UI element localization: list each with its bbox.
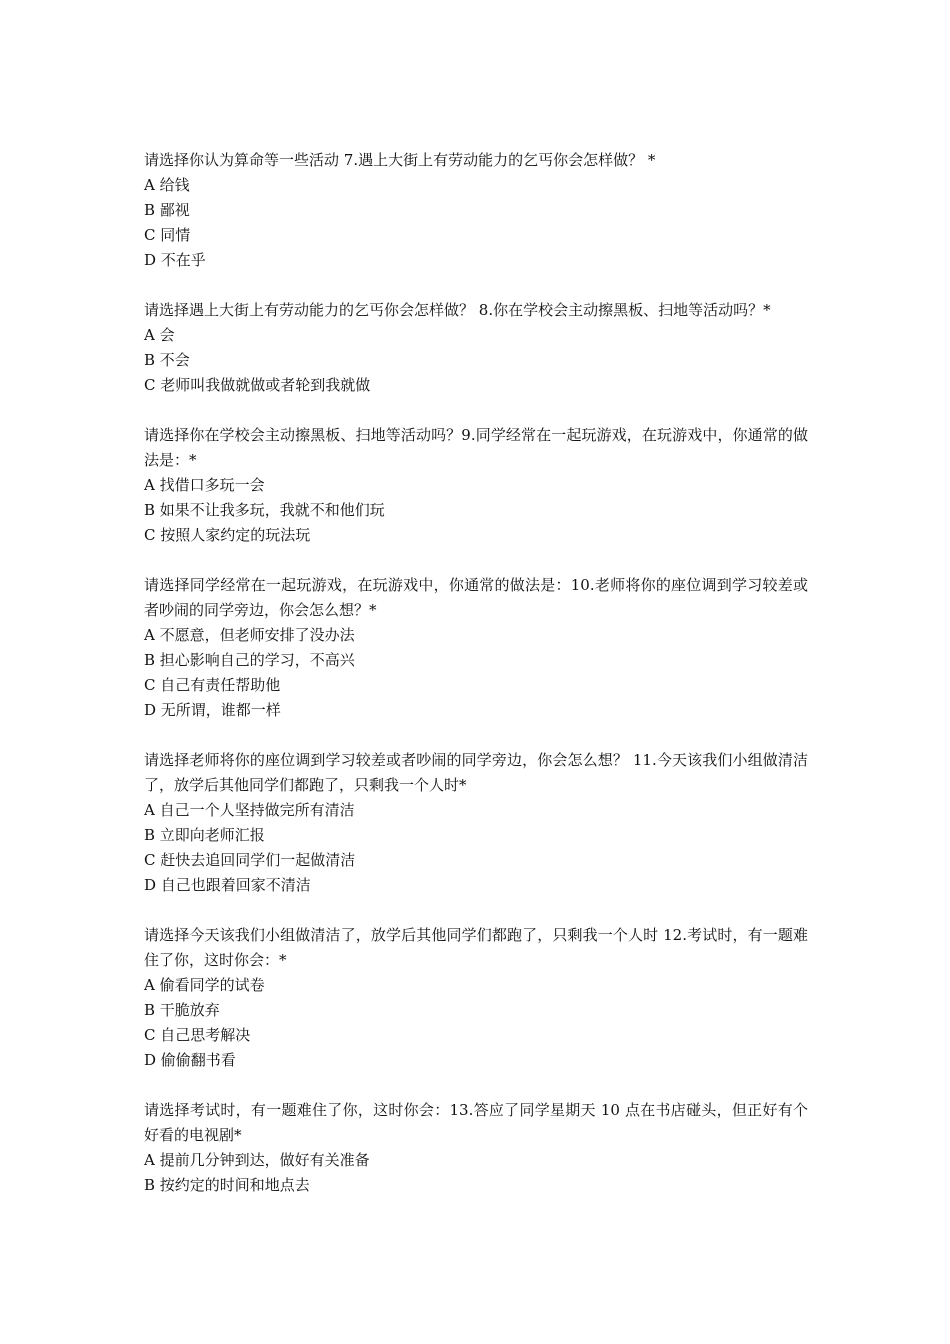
option-d: D 偷偷翻书看 [144, 1051, 236, 1069]
option-list [144, 973, 808, 1073]
question-prompt: 请选择同学经常在一起玩游戏，在玩游戏中，你通常的做法是：10.老师将你的座位调到学习较差或者吵闹的同学旁边，你会怎么想？* [144, 576, 808, 619]
question-10 [144, 573, 808, 723]
option-c: C 赶快去追回同学们一起做清洁 [144, 851, 356, 869]
option-a: A 不愿意，但老师安排了没办法 [144, 626, 355, 644]
option-a: A 自己一个人坚持做完所有清洁 [144, 801, 355, 819]
question-prompt: 请选择考试时，有一题难住了你，这时你会：13.答应了同学星期天 10 点在书店碰头，但正好有个好看的电视剧* [144, 1101, 808, 1144]
option-a: A 偷看同学的试卷 [144, 976, 265, 994]
question-13 [144, 1098, 808, 1198]
document-page [144, 148, 808, 1223]
option-list [144, 323, 808, 398]
option-c: C 按照人家约定的玩法玩 [144, 526, 311, 544]
option-list [144, 798, 808, 898]
option-a: A 提前几分钟到达，做好有关准备 [144, 1151, 370, 1169]
question-prompt: 请选择你认为算命等一些活动 7.遇上大街上有劳动能力的乞丐你会怎样做？ * [144, 151, 656, 169]
option-b: B 鄙视 [144, 201, 190, 219]
option-d: D 不在乎 [144, 251, 206, 269]
question-prompt: 请选择遇上大街上有劳动能力的乞丐你会怎样做？ 8.你在学校会主动擦黑板、扫地等活动吗？* [144, 301, 771, 319]
option-b: B 按约定的时间和地点去 [144, 1176, 310, 1194]
question-prompt: 请选择你在学校会主动擦黑板、扫地等活动吗？9.同学经常在一起玩游戏，在玩游戏中，你通常的做法是：* [144, 426, 808, 469]
question-7 [144, 148, 808, 273]
option-list [144, 473, 808, 548]
option-b: B 立即向老师汇报 [144, 826, 265, 844]
option-c: C 同情 [144, 226, 191, 244]
question-9 [144, 423, 808, 548]
option-c: C 自己思考解决 [144, 1026, 251, 1044]
question-prompt: 请选择老师将你的座位调到学习较差或者吵闹的同学旁边，你会怎么想？ 11.今天该我们小组做清洁了，放学后其他同学们都跑了，只剩我一个人时* [144, 751, 808, 794]
option-a: A 找借口多玩一会 [144, 476, 265, 494]
option-b: B 不会 [144, 351, 190, 369]
option-b: B 担心影响自己的学习，不高兴 [144, 651, 355, 669]
option-list [144, 1148, 808, 1198]
option-a: A 会 [144, 326, 175, 344]
question-11 [144, 748, 808, 898]
question-12 [144, 923, 808, 1073]
question-prompt: 请选择今天该我们小组做清洁了，放学后其他同学们都跑了，只剩我一个人时 12.考试时，有一题难住了你，这时你会：* [144, 926, 808, 969]
option-list [144, 173, 808, 273]
option-b: B 干脆放弃 [144, 1001, 220, 1019]
option-d: D 无所谓，谁都一样 [144, 701, 281, 719]
option-a: A 给钱 [144, 176, 190, 194]
question-8 [144, 298, 808, 398]
option-list [144, 623, 808, 723]
option-c: C 自己有责任帮助他 [144, 676, 281, 694]
option-d: D 自己也跟着回家不清洁 [144, 876, 311, 894]
option-b: B 如果不让我多玩，我就不和他们玩 [144, 501, 385, 519]
option-c: C 老师叫我做就做或者轮到我就做 [144, 376, 371, 394]
